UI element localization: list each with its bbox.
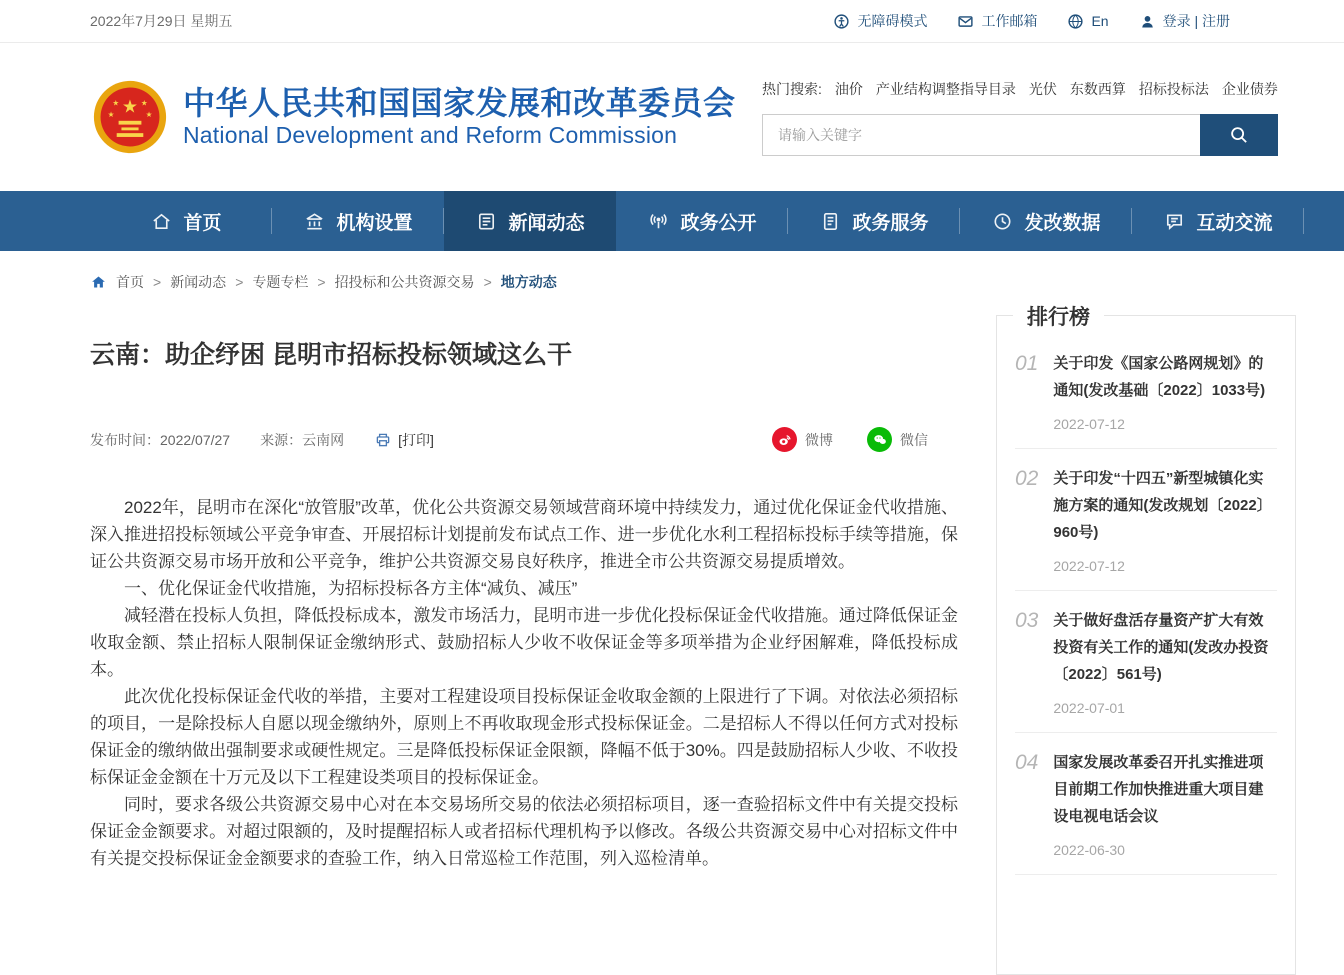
site-title-en: National Development and Reform Commission — [183, 121, 678, 148]
list-item — [1015, 334, 1277, 449]
rank-number: 03 — [1015, 609, 1039, 632]
svg-text:★: ★ — [140, 98, 148, 108]
ranking-list — [997, 334, 1295, 875]
home-icon — [90, 274, 107, 291]
svg-text:★: ★ — [121, 96, 139, 117]
share-weibo-button[interactable] — [772, 427, 833, 452]
rank-item-link[interactable]: 国家发展改革委召开扎实推进项目前期工作加快推进重大项目建设电视电话会议 — [1053, 754, 1264, 825]
accessibility-mode-link[interactable] — [833, 11, 927, 31]
publish-time-label: 发布时间： — [90, 431, 160, 448]
search-icon — [1228, 124, 1250, 146]
svg-text:★: ★ — [112, 98, 120, 108]
nav-item-news[interactable] — [444, 191, 616, 251]
list-item — [1015, 591, 1277, 733]
breadcrumb-current-page: 地方动态 — [500, 274, 557, 290]
mail-icon — [957, 13, 974, 30]
header-search-area — [762, 79, 1278, 156]
site-title-cn: 中华人民共和国国家发展和改革委员会 — [183, 85, 736, 122]
hot-search-term[interactable]: 招标投标法 — [1138, 80, 1209, 97]
nav-item-interaction[interactable] — [1132, 191, 1304, 251]
rank-body — [1053, 465, 1277, 574]
nav-label: 发改数据 — [1024, 212, 1101, 234]
site-title-block — [183, 85, 736, 149]
nav-label: 首页 — [183, 212, 222, 234]
article-source — [260, 430, 344, 450]
ranking-sidebar — [996, 306, 1296, 975]
rank-body — [1053, 607, 1277, 716]
breadcrumb-item[interactable]: 招投标和公共资源交易 — [334, 274, 475, 290]
breadcrumb-separator: > — [317, 274, 326, 290]
print-button[interactable] — [374, 430, 434, 450]
english-version-link[interactable] — [1067, 13, 1108, 30]
article-meta-row — [90, 427, 958, 452]
rank-body — [1053, 350, 1277, 432]
nav-item-ndrc-data[interactable] — [960, 191, 1132, 251]
search-button[interactable] — [1200, 114, 1278, 156]
nav-item-gov-services[interactable] — [788, 191, 960, 251]
wechat-label: 微信 — [900, 431, 928, 448]
login-register-link[interactable] — [1139, 11, 1230, 31]
search-input[interactable] — [762, 114, 1200, 156]
hot-search-term[interactable]: 东数西算 — [1069, 80, 1126, 97]
rank-body — [1053, 749, 1277, 858]
accessibility-label: 无障碍模式 — [857, 13, 928, 29]
share-wechat-button[interactable] — [867, 427, 928, 452]
breadcrumb-separator: > — [235, 274, 244, 290]
publish-time — [90, 430, 230, 450]
hot-search-label: 热门搜索: — [762, 80, 822, 97]
svg-text:★: ★ — [107, 110, 115, 119]
weibo-label: 微博 — [805, 431, 833, 448]
breadcrumb-separator: > — [483, 274, 492, 290]
accessibility-icon — [833, 13, 850, 30]
rank-item-link[interactable]: 关于做好盘活存量资产扩大有效投资有关工作的通知(发改办投资〔2022〕561号) — [1053, 612, 1269, 683]
article — [90, 305, 958, 872]
weibo-icon — [772, 427, 797, 452]
nav-item-home[interactable] — [100, 191, 272, 251]
nav-item-institution[interactable] — [272, 191, 444, 251]
hot-search-term[interactable]: 油价 — [834, 80, 863, 97]
hot-search-term[interactable]: 企业债券 — [1221, 80, 1278, 97]
source-value: 云南网 — [302, 431, 345, 448]
svg-text:★: ★ — [145, 110, 153, 119]
site-brand[interactable] — [92, 79, 736, 155]
broadcast-icon — [647, 210, 670, 233]
main-navigation — [0, 191, 1344, 251]
article-title: 云南：助企纾困 昆明市招标投标领域这么干 — [90, 341, 572, 369]
rank-item-date: 2022-07-12 — [1053, 558, 1125, 574]
rank-number: 01 — [1015, 352, 1039, 375]
search-bar — [762, 114, 1278, 156]
article-meta-left — [90, 430, 434, 450]
list-item — [1015, 449, 1277, 591]
site-header — [0, 43, 1344, 191]
rank-item-link[interactable]: 关于印发《国家公路网规划》的通知(发改基础〔2022〕1033号) — [1053, 355, 1266, 399]
national-emblem-logo — [92, 79, 168, 155]
nav-label: 新闻动态 — [508, 212, 585, 234]
rank-item-date: 2022-07-01 — [1053, 700, 1125, 716]
data-clock-icon — [991, 210, 1014, 233]
breadcrumb-item[interactable]: 首页 — [116, 274, 144, 290]
nav-label: 互动交流 — [1196, 212, 1273, 234]
breadcrumb-item[interactable]: 专题专栏 — [252, 274, 309, 290]
breadcrumb-item[interactable]: 新闻动态 — [170, 274, 227, 290]
print-label: [打印] — [398, 431, 434, 448]
article-paragraph: 此次优化投标保证金代收的举措，主要对工程建设项目投标保证金收取金额的上限进行了下调。对依法必须招标的项目，一是除投标人自愿以现金缴纳外，原则上不再收取现金形式投标保证金。二是招标人不得以任何方式对投标保证金的缴纳做出强制要求或硬性规定。三是降低投标保证金限额，降幅不低于30%。四是鼓励招标人少收、不收投标保证金金额在十万元及以下工程建设类项目的投标保证金。 — [90, 687, 958, 787]
ranking-title: 排行榜 — [1013, 301, 1104, 331]
article-body — [90, 494, 958, 872]
hot-search-row — [762, 79, 1278, 99]
rank-number: 04 — [1015, 751, 1039, 774]
breadcrumb-separator: > — [153, 274, 162, 290]
document-icon — [819, 210, 842, 233]
ranking-box — [996, 306, 1296, 975]
breadcrumb — [0, 251, 1344, 305]
work-mail-label: 工作邮箱 — [981, 13, 1038, 29]
institution-icon — [303, 210, 326, 233]
nav-item-gov-info[interactable] — [616, 191, 788, 251]
nav-label: 政务服务 — [852, 212, 929, 234]
work-mail-link[interactable] — [957, 11, 1037, 31]
list-item — [1015, 733, 1277, 875]
printer-icon — [374, 431, 392, 449]
article-paragraph: 同时，要求各级公共资源交易中心对在本交易场所交易的依法必须招标项目，逐一查验招标文件中有关提交投标保证金金额要求。对超过限额的，及时提醒招标人或者招标代理机构予以修改。各级公共资源交易中心对招标文件中有关提交投标保证金金额要求的查验工作，纳入日常巡检工作范围，列入巡检清单。 — [90, 795, 958, 868]
top-utility-bar — [0, 0, 1344, 43]
article-paragraph: 减轻潜在投标人负担，降低投标成本，激发市场活力，昆明市进一步优化投标保证金代收措施。通过降低保证金收取金额、禁止招标人限制保证金缴纳形式、鼓励招标人少收不收保证金等多项举措为企业纾困解难，降低投标成本。 — [90, 606, 958, 679]
article-section-heading: 一、优化保证金代收措施，为招标投标各方主体“减负、减压” — [124, 579, 578, 598]
login-register-label: 登录 | 注册 — [1162, 13, 1230, 29]
home-icon — [150, 210, 173, 233]
globe-icon — [1067, 13, 1084, 30]
article-paragraph: 2022年，昆明市在深化“放管服”改革，优化公共资源交易领域营商环境中持续发力，通过优化保证金代收措施、深入推进招投标领域公平竞争审查、开展招标计划提前发布试点工作、进一步优化水利工程招标投标手续等措施，保证公共资源交易市场开放和公平竞争，维护公共资源交易良好秩序，推进全市公共资源交易提质增效。 — [90, 498, 958, 571]
breadcrumb-home-icon[interactable] — [90, 274, 107, 291]
main-content — [0, 305, 1344, 975]
english-label: En — [1091, 13, 1109, 29]
utility-links — [833, 11, 1230, 31]
rank-item-link[interactable]: 关于印发“十四五”新型城镇化实施方案的通知(发改规划〔2022〕960号) — [1053, 470, 1272, 541]
rank-item-date: 2022-07-12 — [1053, 416, 1125, 432]
hot-search-term[interactable]: 光伏 — [1028, 80, 1057, 97]
source-label: 来源： — [260, 431, 303, 448]
chat-icon — [1163, 210, 1186, 233]
rank-item-date: 2022-06-30 — [1053, 842, 1125, 858]
share-buttons — [772, 427, 928, 452]
rank-number: 02 — [1015, 467, 1039, 490]
nav-label: 政务公开 — [680, 212, 757, 234]
hot-search-term[interactable]: 产业结构调整指导目录 — [875, 80, 1016, 97]
news-icon — [475, 210, 498, 233]
current-date: 2022年7月29日 星期五 — [90, 13, 233, 29]
publish-time-value: 2022/07/27 — [160, 431, 231, 448]
user-icon — [1139, 13, 1156, 30]
nav-label: 机构设置 — [336, 212, 413, 234]
wechat-icon — [867, 427, 892, 452]
